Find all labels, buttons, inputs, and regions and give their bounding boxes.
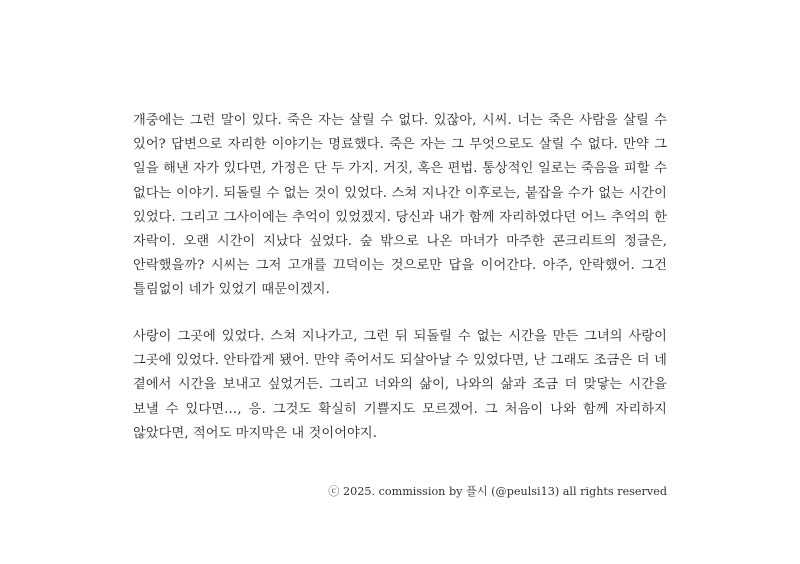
paragraph-1: 개중에는 그런 말이 있다. 죽은 자는 살릴 수 없다. 있잖아, 시씨. 너는 죽은 사람을 살릴 수 있어? 답변으로 자리한 이야기는 명료했다. 죽은 자는 그 무엇으로도 살릴 수 없다. 만약 그 일을 해낸 자가 있다면, 가정은 단 두 가지. 거짓, 혹은 편법. 통상적인 일로는 죽음을 피할 수 없다는 이야기. 되돌릴 수 없는 것이 있었다. 스쳐 지나간 이후로는, 붙잡을 수가 없는 시간이 있었다. 그리고 그사이에는 추억이 있었겠지. 당신과 내가 함께 자리하였다던 어느 추억의 한 자락이. 오랜 시간이 지났다 싶었다. 숲 밖으로 나온 마녀가 마주한 콘크리트의 정글은, 안락했을까? 시씨는 그저 고개를 끄덕이는 것으로만 답을 이어간다. 아주, 안락했어. 그건 틀림없이 네가 있었기 때문이겠지. <box>133 113 667 298</box>
paragraph-2: 사랑이 그곳에 있었다. 스쳐 지나가고, 그런 뒤 되돌릴 수 없는 시간을 만든 그녀의 사랑이 그곳에 있었다. 안타깝게 됐어. 만약 죽어서도 되살아날 수 있었다면, 난 그래도 조금은 더 네 곁에서 시간을 보내고 싶었거든. 그리고 너와의 삶이, 나와의 삶과 조금 더 맞닿는 시간을 보낼 수 있다면…, 응. 그것도 확실히 기쁠지도 모르겠어. 그 처음이 나와 함께 자리하지 않았다면, 적어도 마지막은 내 것이어야지. <box>133 329 667 441</box>
copyright-footer: ⓒ 2025. commission by 플시 (@peulsi13) all rights reserved <box>328 485 667 498</box>
